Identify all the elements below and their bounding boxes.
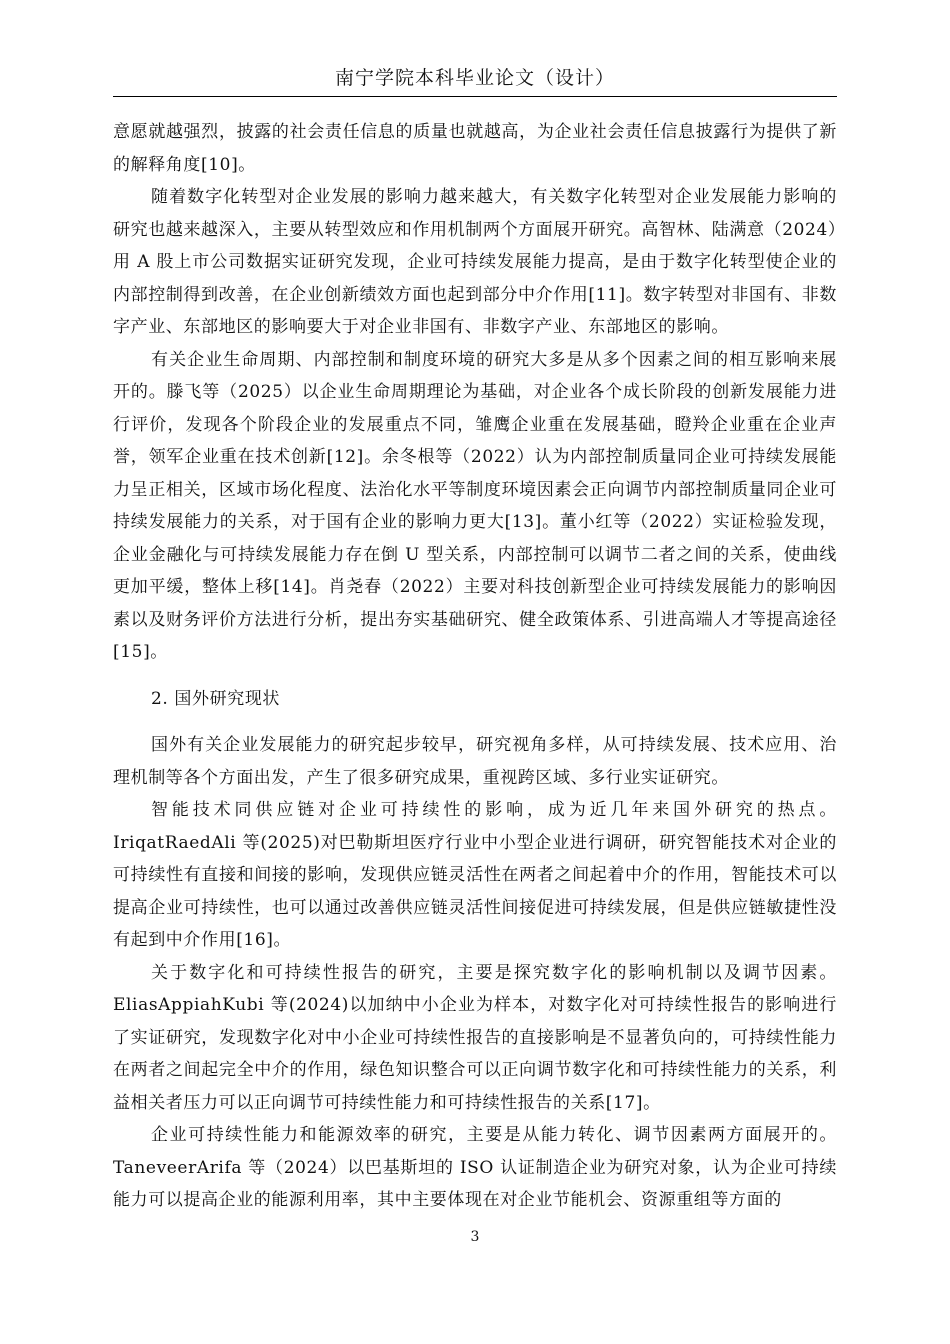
page-number: 3 bbox=[470, 1229, 480, 1245]
section-heading: 2. 国外研究现状 bbox=[151, 688, 281, 709]
body-text bbox=[113, 116, 837, 1217]
paragraph: 有关企业生命周期、内部控制和制度环境的研究大多是从多个因素之间的相互影响来展开的。滕飞等（2025）以企业生命周期理论为基础，对企业各个成长阶段的创新发展能力进行评价，发现各个阶段企业的发展重点不同，雏鹰企业重在发展基础，瞪羚企业重在企业声誉，领军企业重在技术创新[12]。余冬根等（2022）认为内部控制质量同企业可持续发展能力呈正相关，区域市场化程度、法治化水平等制度环境因素会正向调节内部控制质量同企业可持续发展能力的关系，对于国有企业的影响力更大[13]。董小红等（2022）实证检验发现，企业金融化与可持续发展能力存在倒 U 型关系，内部控制可以调节二者之间的关系，使曲线更加平缓，整体上移[14]。肖尧春（2022）主要对科技创新型企业可持续发展能力的影响因素以及财务评价方法进行分析，提出夯实基础研究、健全政策体系、引进高端人才等提高途径[15]。 bbox=[113, 349, 837, 662]
paragraph: 企业可持续性能力和能源效率的研究，主要是从能力转化、调节因素两方面展开的。TaneveerArifa 等（2024）以巴基斯坦的 ISO 认证制造企业为研究对象，认为企业可持续能力可以提高企业的能源利用率，其中主要体现在对企业节能机会、资源重组等方面的 bbox=[113, 1125, 837, 1210]
paragraph: 智能技术同供应链对企业可持续性的影响，成为近几年来国外研究的热点。IriqatRaedAli 等(2025)对巴勒斯坦医疗行业中小型企业进行调研，研究智能技术对企业的可持续性有直接和间接的影响，发现供应链灵活性在两者之间起着中介的作用，智能技术可以提高企业可持续性，也可以通过改善供应链灵活性间接促进可持续发展，但是供应链敏捷性没有起到中介作用[16]。 bbox=[113, 800, 837, 950]
paragraph: 关于数字化和可持续性报告的研究，主要是探究数字化的影响机制以及调节因素。EliasAppiahKubi 等(2024)以加纳中小企业为样本，对数字化对可持续性报告的影响进行了实证研究，发现数字化对中小企业可持续性报告的直接影响是不显著负向的，可持续性能力在两者之间起完全中介的作用，绿色知识整合可以正向调节数字化和可持续性能力的关系，利益相关者压力可以正向调节可持续性能力和可持续性报告的关系[17]。 bbox=[113, 962, 837, 1113]
running-header: 南宁学院本科毕业论文（设计） bbox=[334, 67, 615, 89]
paragraph: 随着数字化转型对企业发展的影响力越来越大，有关数字化转型对企业发展能力影响的研究也越来越深入，主要从转型效应和作用机制两个方面展开研究。高智林、陆满意（2024）用 A 股上市公司数据实证研究发现，企业可持续发展能力提高，是由于数字化转型使企业的内部控制得到改善，在企业创新绩效方面也起到部分中介作用[11]。数字转型对非国有、非数字产业、东部地区的影响要大于对企业非国有、非数字产业、东部地区的影响。 bbox=[113, 187, 837, 337]
header-rule bbox=[113, 96, 837, 97]
paragraph: 国外有关企业发展能力的研究起步较早，研究视角多样，从可持续发展、技术应用、治理机制等各个方面出发，产生了很多研究成果，重视跨区域、多行业实证研究。 bbox=[113, 735, 837, 788]
paragraph: 意愿就越强烈，披露的社会责任信息的质量也就越高，为企业社会责任信息披露行为提供了新的解释角度[10]。 bbox=[113, 122, 837, 175]
